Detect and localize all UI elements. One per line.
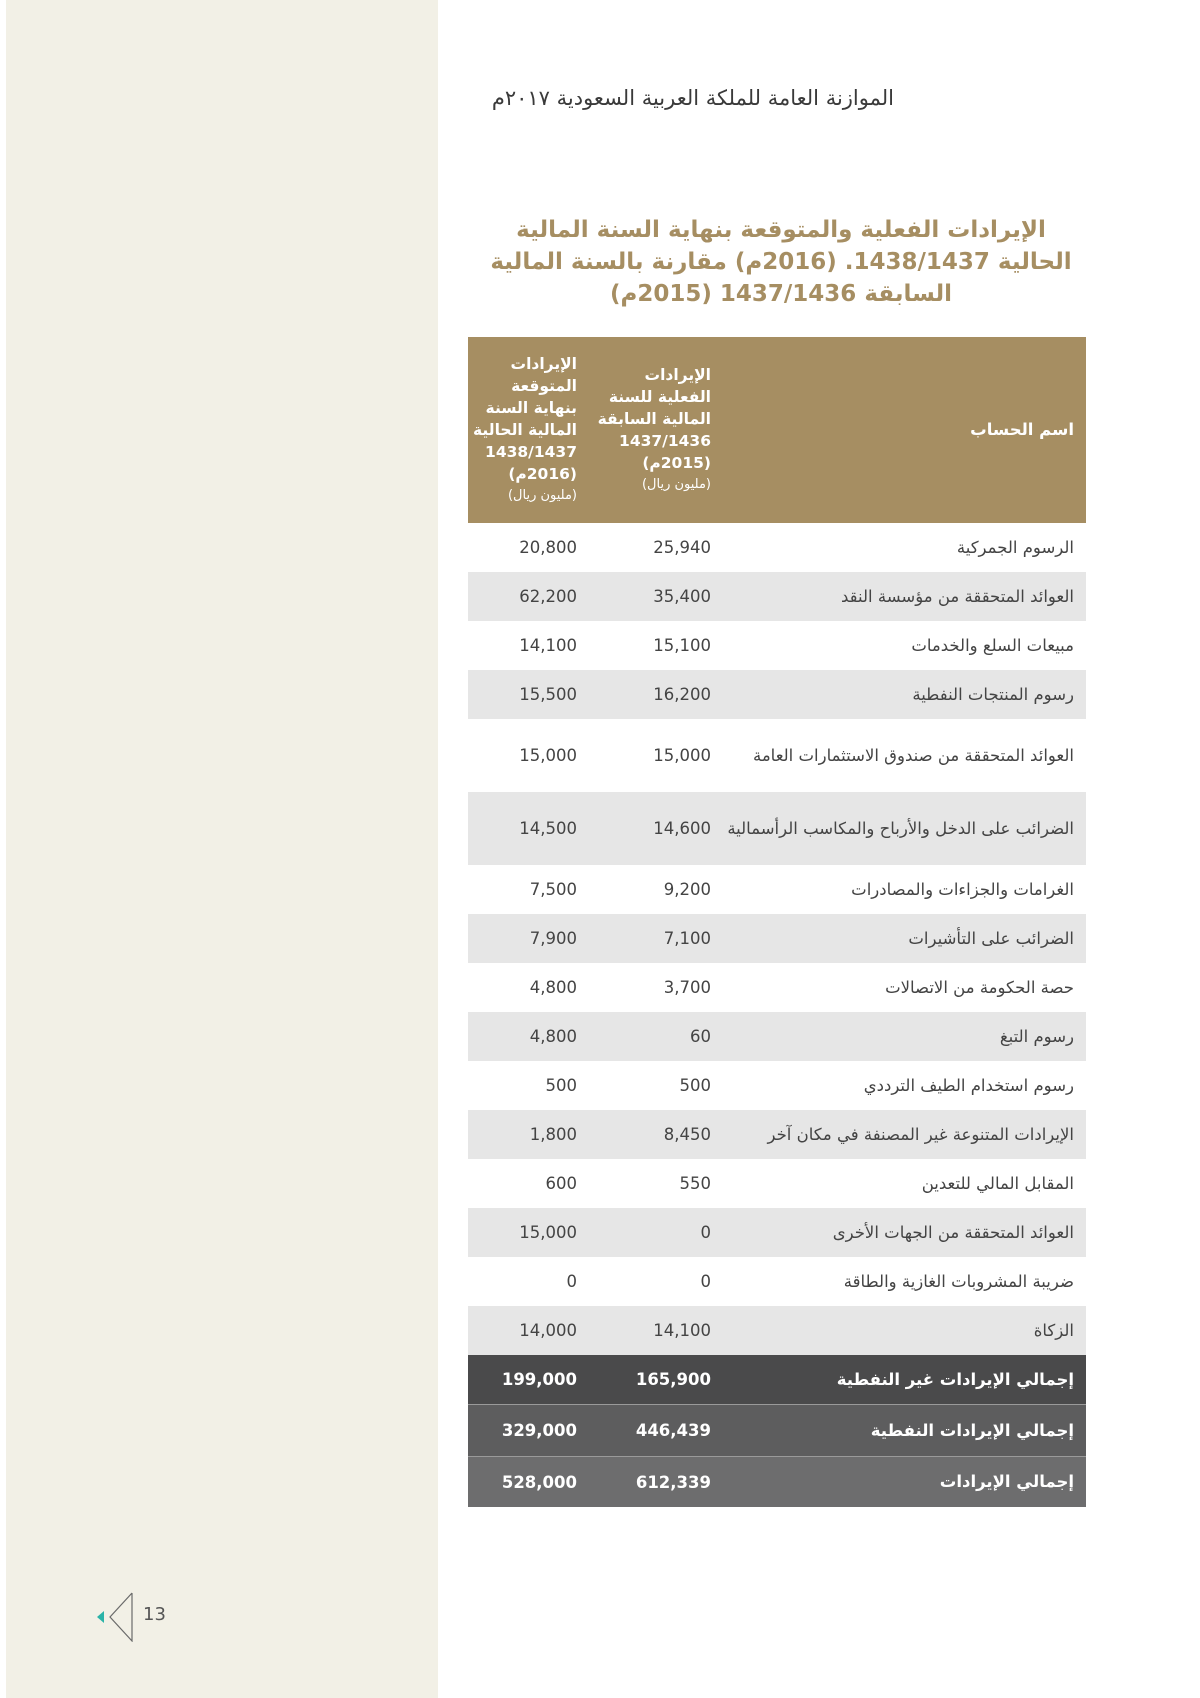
- header-expected-current: [468, 337, 589, 523]
- running-head: الموازنة العامة للملكة العربية السعودية ٢٠١٧م: [491, 86, 894, 110]
- row-actual-previous: 7,100: [589, 914, 723, 963]
- total-name: إجمالي الإيرادات غير النفطية: [723, 1355, 1086, 1405]
- section-title: [470, 214, 1092, 310]
- row-expected-current: 15,500: [468, 670, 589, 719]
- header-exp-line: بنهاية السنة: [485, 399, 577, 417]
- row-account-name: رسوم المنتجات النفطية: [723, 670, 1086, 719]
- header-exp-line: المتوقعة: [511, 377, 577, 395]
- table-row: [468, 621, 1086, 670]
- row-expected-current: 62,200: [468, 572, 589, 621]
- row-account-name: العوائد المتحققة من صندوق الاستثمارات العامة: [752, 745, 1074, 765]
- header-prev-line: المالية السابقة: [597, 410, 711, 428]
- table-row: [468, 719, 1086, 792]
- row-account-name: ضريبة المشروبات الغازية والطاقة: [843, 1271, 1074, 1291]
- row-expected-current: 0: [566, 1272, 577, 1291]
- row-account-name: الرسوم الجمركية: [956, 537, 1074, 557]
- table-row: [468, 1306, 1086, 1355]
- row-account-name: العوائد المتحققة من الجهات الأخرى: [723, 1208, 1086, 1257]
- total-name: إجمالي الإيرادات النفطية: [723, 1405, 1086, 1457]
- row-expected-current: 4,800: [468, 1012, 589, 1061]
- row-actual-previous: 15,100: [653, 636, 711, 655]
- table-row: [468, 1208, 1086, 1257]
- header-exp-line: 1438/1437: [485, 443, 577, 461]
- total-expected-current: 329,000: [468, 1405, 589, 1457]
- table-row: [468, 1061, 1086, 1110]
- total-actual-previous: 446,439: [589, 1405, 723, 1457]
- row-expected-current: 15,000: [519, 746, 577, 765]
- header-exp-unit: (مليون ريال): [507, 488, 577, 503]
- row-expected-current: 7,500: [529, 880, 577, 899]
- row-actual-previous: 9,200: [663, 880, 711, 899]
- row-actual-previous: 500: [679, 1076, 711, 1095]
- row-account-name: الزكاة: [723, 1306, 1086, 1355]
- row-expected-current: 7,900: [468, 914, 589, 963]
- row-account-name: الضرائب على الدخل والأرباح والمكاسب الرأسمالية: [723, 792, 1086, 865]
- page-number: 13: [143, 1604, 166, 1625]
- table-row: [468, 914, 1086, 963]
- total-row: [468, 1457, 1086, 1508]
- total-expected-current: 199,000: [468, 1355, 589, 1405]
- table-row: [468, 572, 1086, 621]
- row-actual-previous: 25,940: [653, 538, 711, 557]
- total-row: [468, 1355, 1086, 1405]
- header-prev-line: 1437/1436: [619, 432, 711, 450]
- page-triangle-arrow-icon: [95, 1592, 145, 1642]
- row-actual-previous: 8,450: [589, 1110, 723, 1159]
- row-account-name: مبيعات السلع والخدمات: [911, 635, 1074, 655]
- header-exp-line: الإيرادات: [510, 355, 577, 373]
- table-row: [468, 523, 1086, 572]
- row-actual-previous: 60: [589, 1012, 723, 1061]
- header-prev-line: (2015م): [642, 454, 711, 472]
- table-row: [468, 670, 1086, 719]
- row-actual-previous: 16,200: [589, 670, 723, 719]
- header-prev-line: الإيرادات: [644, 366, 711, 384]
- row-expected-current: 1,800: [468, 1110, 589, 1159]
- row-account-name: حصة الحكومة من الاتصالات: [885, 977, 1074, 997]
- title-line-2: الحالية 1438/1437. (2016م) مقارنة بالسنة المالية: [490, 249, 1072, 275]
- row-account-name: الغرامات والجزاءات والمصادرات: [851, 879, 1074, 899]
- header-prev-line: الفعلية للسنة: [608, 388, 711, 406]
- row-expected-current: 500: [545, 1076, 577, 1095]
- row-actual-previous: 14,100: [589, 1306, 723, 1355]
- table-row: [468, 792, 1086, 865]
- row-account-name: العوائد المتحققة من مؤسسة النقد: [723, 572, 1086, 621]
- row-actual-previous: 0: [700, 1272, 711, 1291]
- row-expected-current: 14,100: [519, 636, 577, 655]
- row-account-name: رسوم استخدام الطيف الترددي: [863, 1075, 1074, 1095]
- row-account-name: المقابل المالي للتعدين: [921, 1173, 1074, 1193]
- row-expected-current: 600: [545, 1174, 577, 1193]
- row-expected-current: 15,000: [468, 1208, 589, 1257]
- table-row: [468, 1012, 1086, 1061]
- sidebar-panel: [6, 0, 438, 1698]
- total-name: إجمالي الإيرادات: [723, 1457, 1086, 1508]
- total-row: [468, 1405, 1086, 1457]
- header-prev-unit: (مليون ريال): [641, 477, 711, 492]
- row-account-name: رسوم التبغ: [723, 1012, 1086, 1061]
- row-expected-current: 14,000: [468, 1306, 589, 1355]
- table-row: [468, 865, 1086, 914]
- row-account-name: الإيرادات المتنوعة غير المصنفة في مكان آخر: [723, 1110, 1086, 1159]
- row-actual-previous: 3,700: [663, 978, 711, 997]
- row-actual-previous: 15,000: [653, 746, 711, 765]
- row-actual-previous: 0: [589, 1208, 723, 1257]
- revenue-table: [468, 337, 1086, 1507]
- header-exp-line: (2016م): [508, 465, 577, 483]
- row-expected-current: 4,800: [529, 978, 577, 997]
- title-line-1: الإيرادات الفعلية والمتوقعة بنهاية السنة المالية: [516, 217, 1046, 243]
- row-actual-previous: 14,600: [589, 792, 723, 865]
- row-account-name: الضرائب على التأشيرات: [723, 914, 1086, 963]
- total-expected-current: 528,000: [468, 1457, 589, 1508]
- total-actual-previous: 165,900: [589, 1355, 723, 1405]
- header-exp-line: المالية الحالية: [473, 421, 577, 439]
- row-expected-current: 14,500: [468, 792, 589, 865]
- title-line-3: السابقة 1437/1436 (2015م): [609, 281, 953, 307]
- table-row: [468, 1159, 1086, 1208]
- total-actual-previous: 612,339: [589, 1457, 723, 1508]
- table-row: [468, 963, 1086, 1012]
- table-row: [468, 1110, 1086, 1159]
- table-header-row: [468, 337, 1086, 523]
- row-expected-current: 20,800: [519, 538, 577, 557]
- header-actual-previous: [589, 337, 723, 523]
- table-row: [468, 1257, 1086, 1306]
- row-actual-previous: 35,400: [589, 572, 723, 621]
- header-account-name: اسم الحساب: [723, 337, 1086, 523]
- row-actual-previous: 550: [679, 1174, 711, 1193]
